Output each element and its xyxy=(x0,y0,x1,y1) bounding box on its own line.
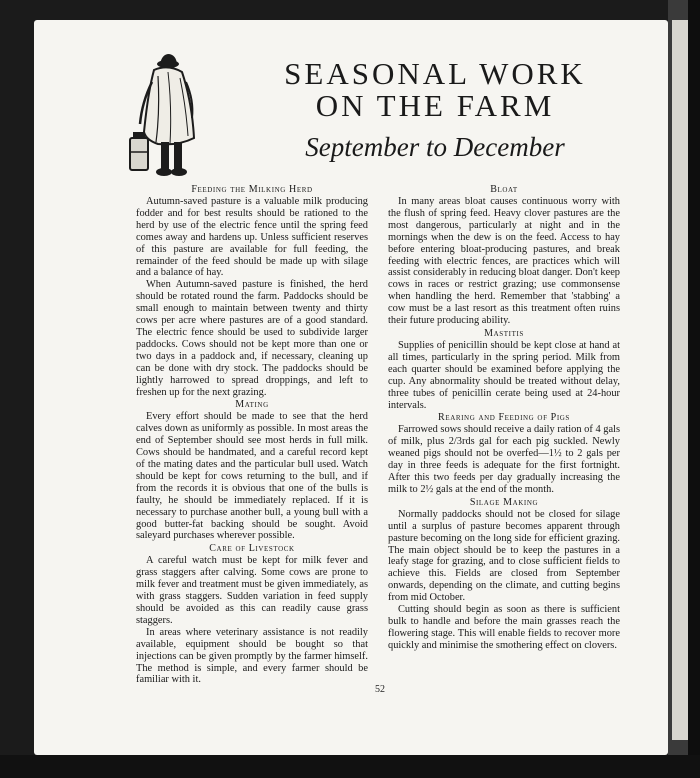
title-line-1: SEASONAL WORK xyxy=(284,56,586,91)
subtitle: September to December xyxy=(305,132,565,162)
section-heading: Silage Making xyxy=(469,496,539,508)
title-line-2: ON THE FARM xyxy=(315,88,555,123)
paragraph: Farrowed sows should receive a daily ration of 4 gals of milk, plus 2/3rds gal for each pig suckled. Newly weaned pigs should not be overfed—1½ to 2 gals per day in three feeds is adequate for the first fortnight. After this two feeds per day gradually increasing the milk to 2½ gals at the end of the month. xyxy=(388,424,620,495)
paragraph: A careful watch must be kept for milk fever and grass staggers after calving. Some cows are prone to milk fever and treatment must be given immediately, as with grass staggers. Sudden variation in feed supply should be avoided as this can readily cause grass staggers. xyxy=(136,555,368,626)
section-heading: Mastitis xyxy=(484,327,524,339)
paragraph: When Autumn-saved pasture is finished, the herd should be rotated round the farm. Paddocks should be small enough to maintain between twenty and thirty cows per acre where pastures are of a good standard. The electric fence should be used to subdivide larger paddocks. Cows should not be kept more than one or two days in a paddock and, if necessary, cleaning up can be done with dry stock. The paddocks should be lightly harrowed to spread droppings, and left to freshen up for the next grazing. xyxy=(136,279,368,398)
section-heading: Bloat xyxy=(490,184,518,195)
page-title xyxy=(240,58,630,163)
section-heading: Care of Livestock xyxy=(209,543,295,555)
paragraph: Normally paddocks should not be closed for silage until a surplus of pasture becomes apparent through pasture becoming on the long side for efficient grazing. The main object should be to keep the pastures in a leafy stage for grazing, and to close sufficient fields to achieve this. Fields are closed from September onwards, depending on the climate, and cutting begins from mid October. xyxy=(388,508,620,604)
section-heading: Feeding the Milking Herd xyxy=(191,184,313,195)
left-column xyxy=(136,183,368,686)
adjacent-page-sliver xyxy=(672,20,688,740)
paragraph: Supplies of penicillin should be kept close at hand at all times, particularly in the spring period. Milk from each quarter should be examined before applying the cup. Any abnormality should be treated without delay, three tubes of penicillin cerate being used at 24-hour intervals. xyxy=(388,339,620,411)
adjacent-page-edge xyxy=(668,0,700,778)
paragraph: In many areas bloat causes continuous worry with the flush of spring feed. Heavy clover pastures are the most dangerous, particularly at night and in the mornings when the dew is on the feed. Access to hay before entering bloat-producing pastures, and break feeding with electric fences, are practices which will assist considerably in reducing bloat danger. Don't keep cows in races or restrict grazing; use commonsense when handling the herd. Remember that 'stabbing' a cow must be a last resort as this treatment often ruins their future producing ability. xyxy=(388,196,620,327)
paragraph: Cutting should begin as soon as there is sufficient bulk to handle and before the main grasses reach the flowering stage. This will enable fields to recover more quickly and minimise the smothering effect on clovers. xyxy=(388,604,620,651)
farmer-with-milk-can-illustration xyxy=(128,52,198,180)
paragraph: Autumn-saved pasture is a valuable milk producing fodder and for best results should be rationed to the herd by use of the electric fence until the spring feed comes away and hardens up. Unless sufficient reserves of this pasture are available for full feeding, the remainder of the feed should be made up with silage and a balance of hay. xyxy=(136,196,368,279)
scan-border xyxy=(0,755,700,778)
section-heading: Rearing and Feeding of Pigs xyxy=(438,412,570,424)
section-heading: Mating xyxy=(235,399,269,411)
paragraph: In areas where veterinary assistance is not readily available, equipment should be bought so that injections can be given promptly by the farmer himself. The method is simple, and every farmer should be familiar with it. xyxy=(136,626,368,686)
right-column xyxy=(388,183,620,652)
paragraph: Every effort should be made to see that the herd calves down as uniformly as possible. In most areas the end of September should see most herds in full milk. Cows should be handmated, and a careful record kept of the mating dates and the particular bull used. Watch should be kept for cows returning to the bull, and if from the records it is obvious that one of the bulls is faulty, he should be immediately replaced. If it is necessary to purchase another bull, a young bull with a good butter-fat backing should be sought. Avoid saleyard purchases wherever possible. xyxy=(136,411,368,542)
binding-shadow xyxy=(688,0,700,778)
page-number: 52 xyxy=(375,684,385,695)
